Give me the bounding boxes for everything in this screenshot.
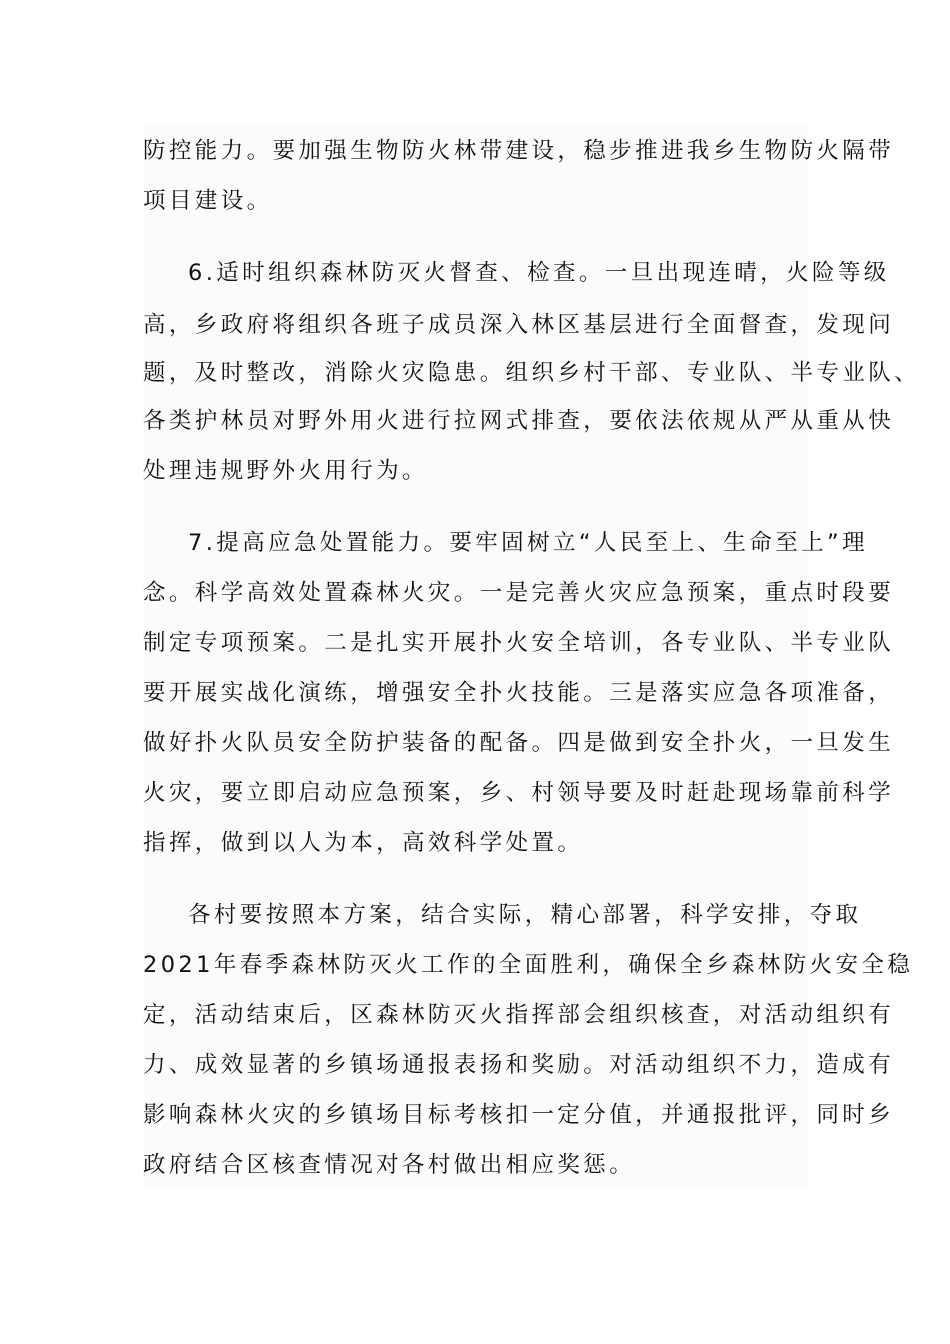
paragraph-3-line-2: 念。科学高效处置森林火灾。一是完善火灾应急预案，重点时段要 [143,580,895,606]
paragraph-3-line-4: 要开展实战化演练，增强安全扑火技能。三是落实应急各项准备， [143,680,895,706]
paragraph-3-line-5: 做好扑火队员安全防护装备的配备。四是做到安全扑火，一旦发生 [143,730,895,756]
paragraph-3-line-6: 火灾，要立即启动应急预案，乡、村领导要及时赶赴现场靠前科学 [143,780,895,806]
paragraph-1-line-1: 防控能力。要加强生物防火林带建设，稳步推进我乡生物防火隔带 [143,138,895,164]
paragraph-3-line-3: 制定专项预案。二是扎实开展扑火安全培训，各专业队、半专业队 [143,630,895,656]
paragraph-2-line-5: 处理违规野外火用行为。 [143,458,428,484]
paragraph-2-line-3: 题，及时整改，消除火灾隐患。组织乡村干部、专业队、半专业队、 [143,360,921,386]
paragraph-4-line-6: 政府结合区核查情况对各村做出相应奖惩。 [143,1152,636,1178]
paragraph-1-line-2: 项目建设。 [143,188,273,214]
paragraph-2-line-2: 高，乡政府将组织各班子成员深入林区基层进行全面督查，发现问 [143,312,895,338]
paragraph-4-line-3: 定，活动结束后，区森林防灭火指挥部会组织核查，对活动组织有 [143,1002,895,1028]
paragraph-2-line-1: 6.适时组织森林防灭火督查、检查。一旦出现连晴，火险等级 [188,260,890,286]
paragraph-4-line-1: 各村要按照本方案，结合实际，精心部署，科学安排，夺取 [188,902,862,928]
paragraph-3-line-7: 指挥，做到以人为本，高效科学处置。 [143,830,584,856]
paragraph-4-line-2: 2021年春季森林防灭火工作的全面胜利，确保全乡森林防火安全稳 [143,952,914,978]
paragraph-4-line-5: 影响森林火灾的乡镇场目标考核扣一定分值，并通报批评，同时乡 [143,1102,895,1128]
paragraph-2-line-4: 各类护林员对野外用火进行拉网式排查，要依法依规从严从重从快 [143,408,895,434]
paragraph-3-line-1: 7.提高应急处置能力。要牢固树立“人民至上、生命至上”理 [188,530,868,556]
paragraph-4-line-4: 力、成效显著的乡镇场通报表扬和奖励。对活动组织不力，造成有 [143,1052,895,1078]
